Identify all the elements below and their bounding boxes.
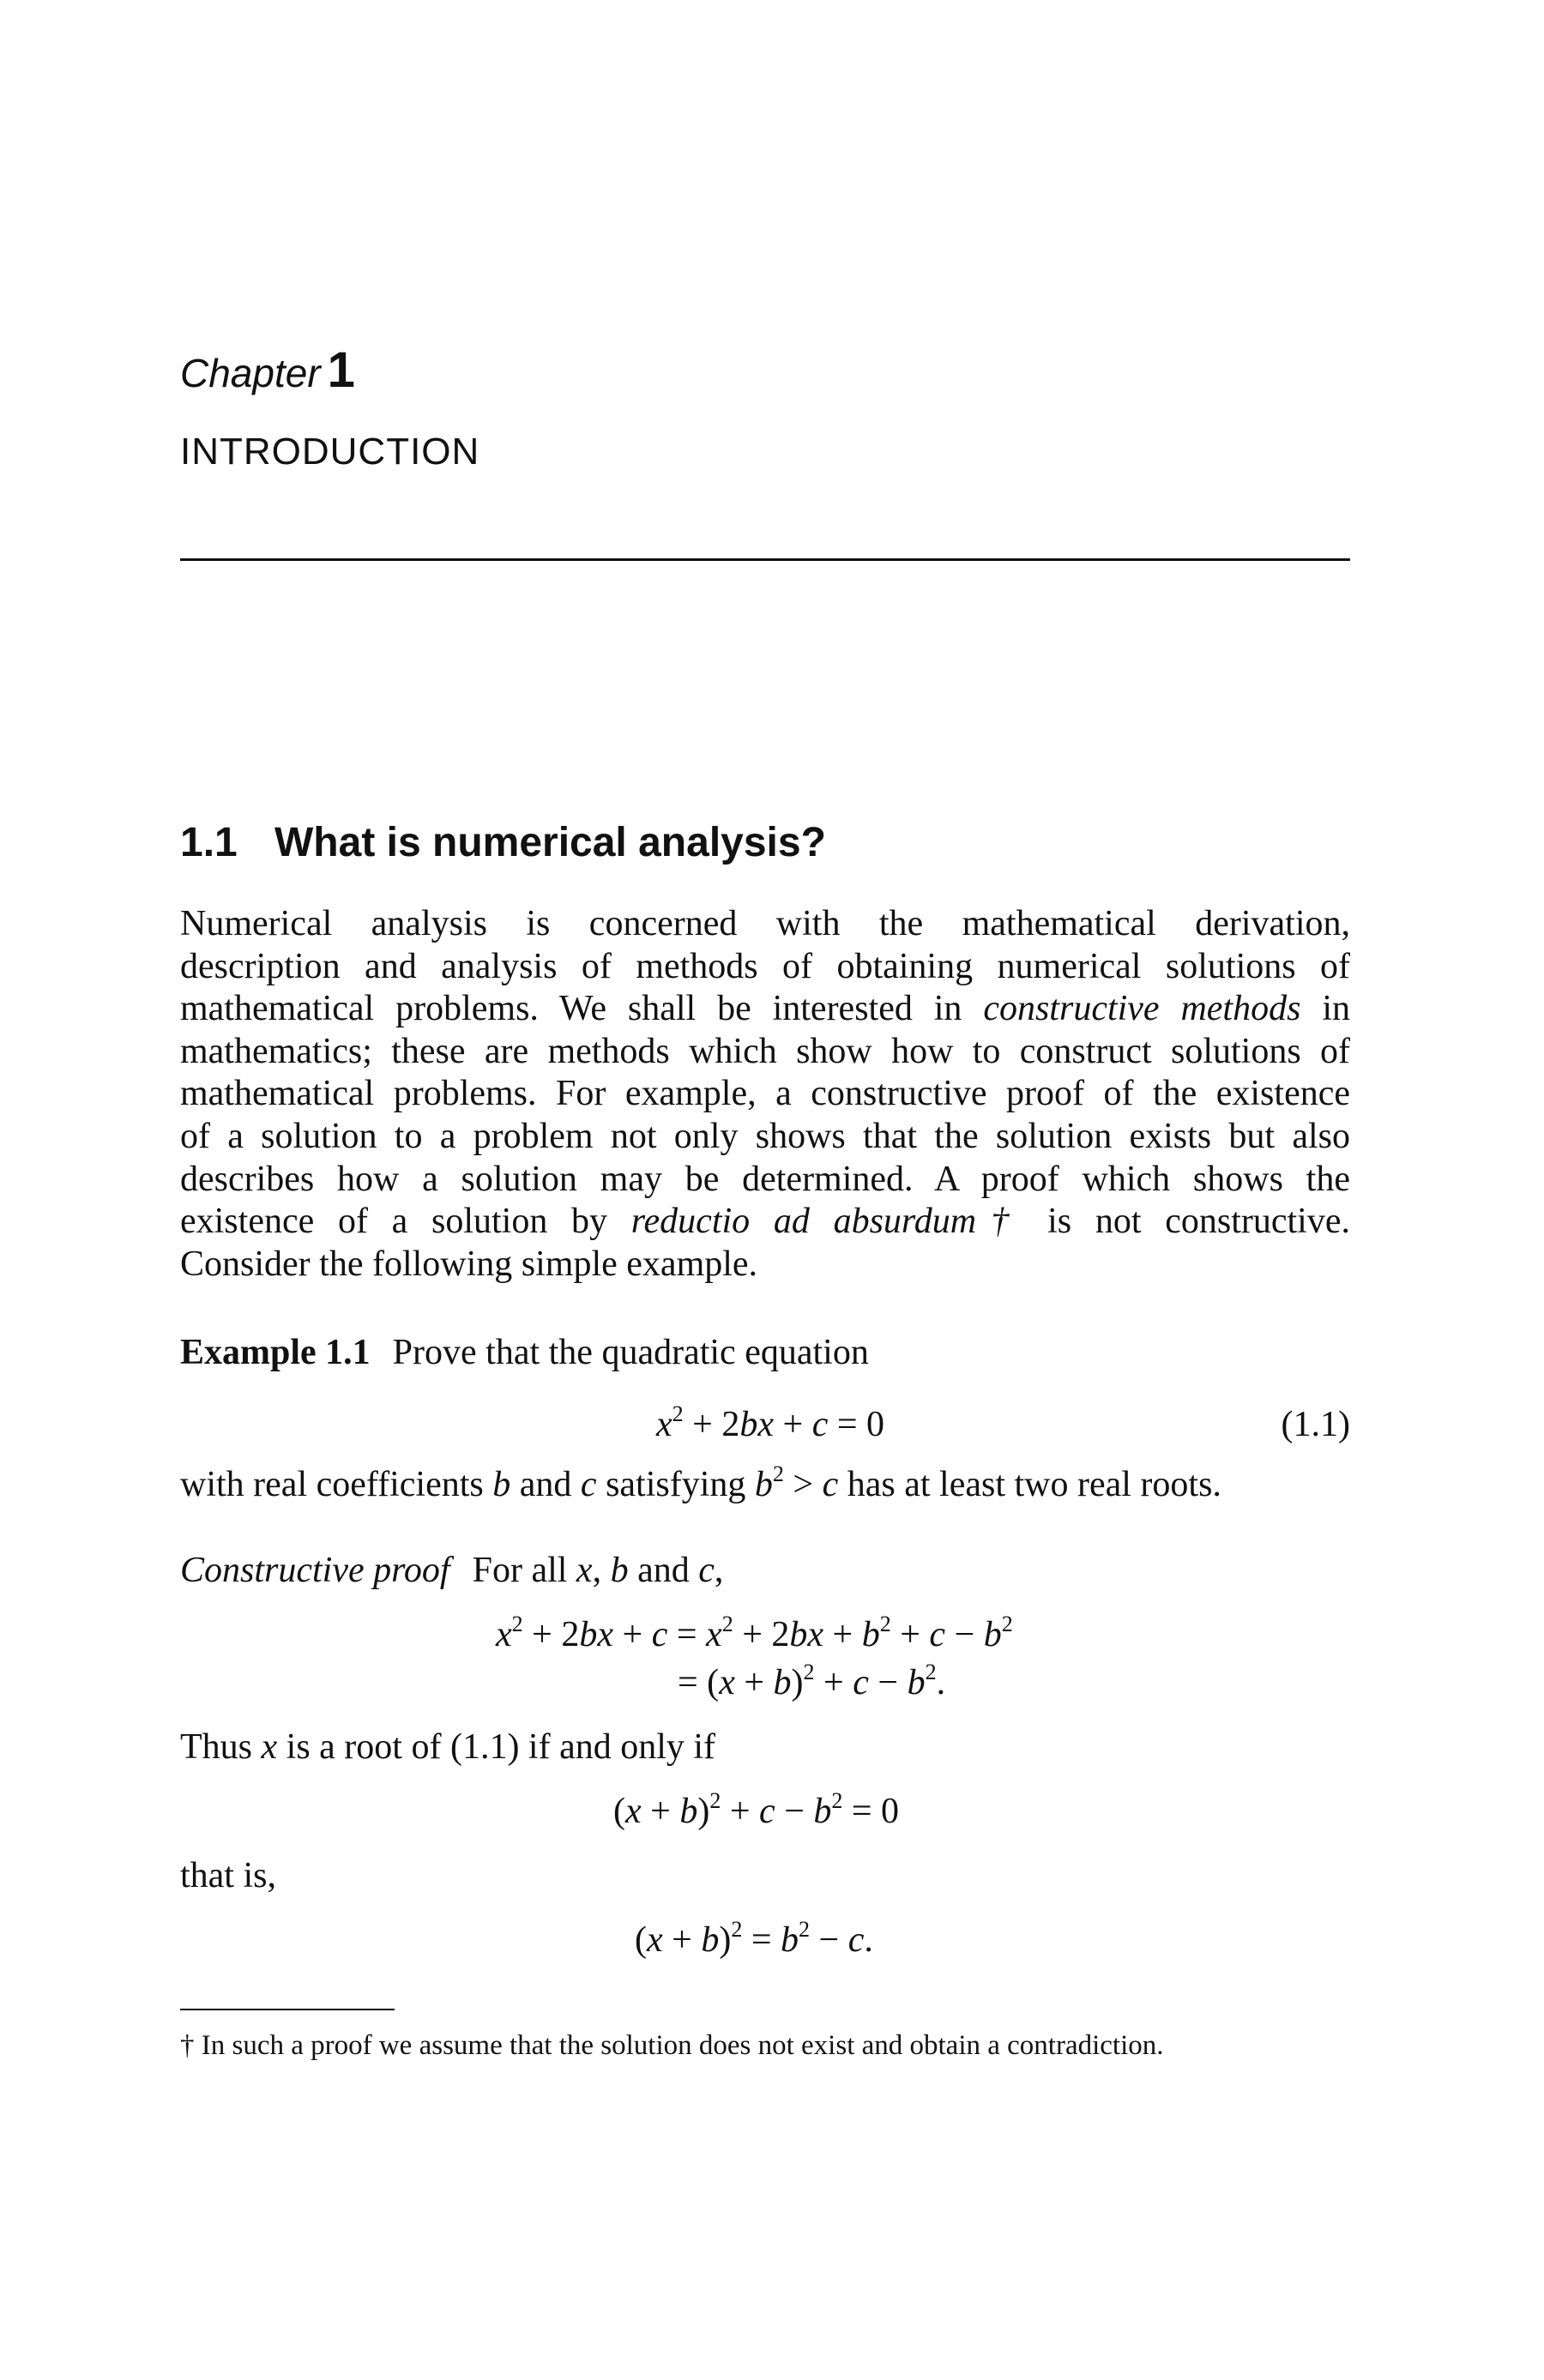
math-var: x (261, 1727, 278, 1767)
proof-text: For all (472, 1551, 576, 1590)
math-op: ) (791, 1663, 804, 1702)
math-var: bx (739, 1405, 774, 1444)
math-op: + (721, 1792, 760, 1831)
condition-text: and (510, 1465, 581, 1504)
math-var: c (811, 1405, 829, 1444)
math-exponent: 2 (831, 1788, 843, 1813)
math-op: ) (719, 1920, 732, 1960)
proof-that-is: that is, (180, 1856, 276, 1895)
math-op: + (890, 1615, 930, 1654)
proof-text: is a root of (1.1) if and only if (277, 1727, 716, 1767)
example-text: Prove that the quadratic equation (392, 1333, 869, 1372)
paragraph-line (180, 1201, 1350, 1244)
math-var: b (610, 1551, 629, 1590)
proof-intro (180, 1550, 723, 1591)
emphasis-reductio (631, 1202, 1024, 1241)
math-op: + (662, 1920, 702, 1960)
math-op: = (667, 1615, 707, 1654)
math-exponent: 2 (672, 1401, 684, 1426)
math-var: c (822, 1465, 839, 1504)
math-exponent: 2 (803, 1660, 815, 1684)
paragraph-line: Consider the following simple example. (180, 1244, 758, 1284)
proof-text: , (592, 1551, 611, 1590)
proof-text: , (714, 1551, 724, 1590)
math-var: b (813, 1792, 832, 1831)
emphasis-constructive-methods: constructive methods (983, 989, 1301, 1029)
math-op: . (936, 1663, 946, 1702)
section-number: 1.1 (180, 820, 238, 865)
footnote-divider (180, 2009, 395, 2010)
paragraph-line-text: is not constructive. (1047, 1202, 1350, 1242)
math-exponent: 2 (731, 1917, 743, 1942)
paragraph-line: of a solution to a problem not only shows that the solution exists but also (180, 1116, 1350, 1156)
math-op: = 0 (842, 1792, 900, 1831)
math-var: bx (789, 1615, 824, 1654)
footnote: † In such a proof we assume that the solution does not exist and obtain a contradiction. (180, 2030, 1164, 2061)
math-op: + (613, 1615, 652, 1654)
chapter-word: Chapter (180, 351, 321, 395)
math-var: c (929, 1615, 946, 1654)
section-heading (180, 819, 826, 866)
proof-equation-1 (496, 1614, 1013, 1655)
paragraph-line-text: mathematical problems. We shall be interested in (180, 989, 962, 1029)
chapter-label (180, 341, 355, 399)
math-op: − (810, 1920, 848, 1960)
math-var: b (754, 1465, 773, 1504)
math-op: = ( (678, 1663, 720, 1702)
math-exponent: 2 (772, 1461, 784, 1486)
math-op: = 0 (828, 1405, 885, 1444)
emphasis-reductio-text: reductio ad absurdum (630, 1202, 977, 1242)
condition-text: satisfying (596, 1465, 755, 1504)
math-exponent: 2 (511, 1612, 523, 1636)
math-exponent: 2 (709, 1788, 721, 1813)
chapter-divider (180, 558, 1350, 561)
footnote-dagger: † (976, 1202, 1024, 1242)
paragraph-line: describes how a solution may be determined. A proof which shows the (180, 1159, 1350, 1199)
math-var: c (847, 1920, 865, 1960)
math-op: + 2 (522, 1615, 580, 1654)
math-op: + (734, 1663, 774, 1702)
math-var: b (679, 1792, 698, 1831)
math-var: c (698, 1551, 715, 1590)
math-op: + (823, 1615, 862, 1654)
paragraph-line: Numerical analysis is concerned with the mathematical derivation, (180, 904, 1350, 943)
math-var: x (706, 1615, 722, 1654)
proof-thus (180, 1726, 715, 1768)
math-var: bx (579, 1615, 613, 1654)
section-title: What is numerical analysis? (274, 820, 826, 865)
equation-1-1 (656, 1401, 885, 1445)
math-var: b (773, 1663, 792, 1702)
math-var: x (576, 1551, 593, 1590)
math-op: + (774, 1405, 812, 1444)
paragraph-line: mathematical problems. For example, a constructive proof of the existence (180, 1074, 1350, 1114)
math-exponent: 2 (721, 1612, 733, 1636)
math-var: b (983, 1615, 1002, 1654)
condition-text: with real coefficients (180, 1465, 493, 1504)
proof-equation-2 (678, 1662, 945, 1703)
example-label: Example 1.1 (180, 1333, 371, 1372)
math-op: ( (613, 1792, 625, 1831)
math-op: + 2 (733, 1615, 790, 1654)
math-var: b (701, 1920, 720, 1960)
math-op: + (641, 1792, 680, 1831)
math-var: x (625, 1792, 642, 1831)
math-var: c (853, 1663, 869, 1702)
math-var: b (907, 1663, 926, 1702)
paragraph-line (180, 988, 1350, 1031)
chapter-title: INTRODUCTION (180, 431, 480, 473)
math-var: c (580, 1465, 597, 1504)
math-op: + 2 (683, 1405, 740, 1444)
proof-text: and (628, 1551, 699, 1590)
math-var: x (496, 1615, 512, 1654)
paragraph-line: description and analysis of methods of obtaining numerical solutions of (180, 946, 1350, 986)
math-op: − (945, 1615, 984, 1654)
proof-text: Thus (180, 1727, 262, 1767)
math-var: c (651, 1615, 668, 1654)
proof-equation-3 (613, 1788, 900, 1832)
math-exponent: 2 (1001, 1612, 1013, 1636)
proof-equation-4 (635, 1919, 873, 1961)
math-exponent: 2 (925, 1660, 937, 1684)
math-var: c (759, 1792, 775, 1831)
paragraph-line: mathematics; these are methods which show how to construct solutions of (180, 1031, 1350, 1071)
math-var: b (781, 1920, 799, 1960)
math-op: − (775, 1792, 814, 1831)
example-statement (180, 1332, 869, 1373)
math-var: b (861, 1615, 880, 1654)
paragraph-line-text: in (1322, 989, 1351, 1029)
math-var: b (492, 1465, 511, 1504)
paragraph-line-text: existence of a solution by (180, 1202, 608, 1242)
math-exponent: 2 (799, 1917, 811, 1942)
math-op: ( (635, 1920, 647, 1960)
condition-text: > (783, 1465, 823, 1504)
chapter-number: 1 (327, 342, 355, 398)
math-op: − (868, 1663, 908, 1702)
math-exponent: 2 (879, 1612, 891, 1636)
math-var: x (656, 1405, 672, 1444)
proof-label: Constructive proof (180, 1551, 450, 1590)
example-condition (180, 1461, 1221, 1505)
math-op: ) (697, 1792, 710, 1831)
intro-paragraph (180, 903, 1350, 1286)
condition-text: has at least two real roots. (838, 1465, 1221, 1504)
math-op: . (864, 1920, 873, 1960)
math-op: = (742, 1920, 781, 1960)
math-var: x (647, 1920, 663, 1960)
math-op: + (814, 1663, 853, 1702)
math-var: x (719, 1663, 735, 1702)
equation-number: (1.1) (1281, 1405, 1350, 1444)
